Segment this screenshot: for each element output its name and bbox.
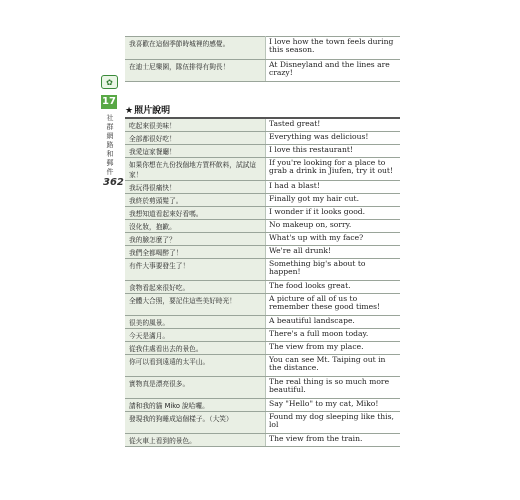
chinese-phrase-cell: 我喜歡在這個季節時城裡的感覺。 <box>125 37 266 60</box>
english-phrase-cell: I had a blast! <box>266 181 401 194</box>
chinese-phrase-cell: 發現我的狗睡成這個樣子。（大笑） <box>125 412 266 434</box>
table-row <box>125 377 400 399</box>
chinese-phrase-cell: 你可以看到遠遠的太平山。 <box>125 355 266 377</box>
chinese-phrase-cell: 我們全都喝醉了！ <box>125 246 266 259</box>
chinese-phrase-cell: 如果你想在九份找個地方買杯飲料，試試這家！ <box>125 158 266 181</box>
chinese-phrase-cell: 從我住處看出去的景色。 <box>125 342 266 355</box>
table-row <box>125 132 400 145</box>
table-row <box>125 412 400 434</box>
chinese-phrase-cell: 全部都很好吃！ <box>125 132 266 145</box>
table-row <box>125 145 400 158</box>
table-row <box>125 118 400 132</box>
table-row <box>125 316 400 329</box>
table-row <box>125 37 400 60</box>
english-phrase-cell: Found my dog sleeping like this, lol <box>266 412 401 434</box>
top-phrase-table <box>125 36 400 82</box>
table-row <box>125 259 400 281</box>
chinese-phrase-cell: 吃起來很美味！ <box>125 118 266 132</box>
table-row <box>125 207 400 220</box>
table-row <box>125 233 400 246</box>
section-title: 照片說明 <box>134 106 171 116</box>
chinese-phrase-cell: 我愛這家餐廳！ <box>125 145 266 158</box>
photo-caption-table <box>125 117 400 447</box>
english-phrase-cell: We're all drunk! <box>266 246 401 259</box>
english-phrase-cell: At Disneyland and the lines are crazy! <box>266 60 401 82</box>
chapter-title: 社群網路和郵件 <box>106 114 114 176</box>
english-phrase-cell: The food looks great. <box>266 281 401 294</box>
table-row <box>125 294 400 316</box>
chinese-phrase-cell: 實物真是漂亮很多。 <box>125 377 266 399</box>
english-phrase-cell: No makeup on, sorry. <box>266 220 401 233</box>
star-icon: ★ <box>125 106 134 116</box>
chinese-phrase-cell: 我想知道看起來好看嗎。 <box>125 207 266 220</box>
chinese-phrase-cell: 請和我的貓 Miko 說哈囉。 <box>125 399 266 412</box>
chinese-phrase-cell: 沒化妝，抱歉。 <box>125 220 266 233</box>
chinese-phrase-cell: 很美的風景。 <box>125 316 266 329</box>
english-phrase-cell: The view from the train. <box>266 434 401 447</box>
chinese-phrase-cell: 我玩得很痛快！ <box>125 181 266 194</box>
table-row <box>125 399 400 412</box>
table-row <box>125 434 400 447</box>
section-heading <box>125 103 170 116</box>
table-row <box>125 355 400 377</box>
table-row <box>125 281 400 294</box>
table-row <box>125 194 400 207</box>
english-phrase-cell: You can see Mt. Taiping out in the distance. <box>266 355 401 377</box>
chinese-phrase-cell: 有件大事要發生了！ <box>125 259 266 281</box>
chinese-phrase-cell: 從火車上看到的景色。 <box>125 434 266 447</box>
english-phrase-cell: A picture of all of us to remember these good times! <box>266 294 401 316</box>
chinese-phrase-cell: 在迪士尼樂園，隊伍排得有夠長！ <box>125 60 266 82</box>
english-phrase-cell: I love this restaurant! <box>266 145 401 158</box>
english-phrase-cell: The view from my place. <box>266 342 401 355</box>
english-phrase-cell: A beautiful landscape. <box>266 316 401 329</box>
english-phrase-cell: Finally got my hair cut. <box>266 194 401 207</box>
table-row <box>125 181 400 194</box>
english-phrase-cell: If you're looking for a place to grab a drink in Jiufen, try it out! <box>266 158 401 181</box>
chinese-phrase-cell: 我的臉怎麼了？ <box>125 233 266 246</box>
english-phrase-cell: I wonder if it looks good. <box>266 207 401 220</box>
table-row <box>125 246 400 259</box>
chinese-phrase-cell: 全體大合照，要記住這些美好時光！ <box>125 294 266 316</box>
chapter-number-badge: 17 <box>102 96 116 107</box>
english-phrase-cell: I love how the town feels during this season. <box>266 37 401 60</box>
table-row <box>125 220 400 233</box>
table-row <box>125 342 400 355</box>
chinese-phrase-cell: 我終於剪頭髮了。 <box>125 194 266 207</box>
page-number: 362 <box>103 177 124 188</box>
chinese-phrase-cell: 今天是滿月。 <box>125 329 266 342</box>
english-phrase-cell: What's up with my face? <box>266 233 401 246</box>
chinese-phrase-cell: 食物看起來很好吃。 <box>125 281 266 294</box>
english-phrase-cell: Something big's about to happen! <box>266 259 401 281</box>
english-phrase-cell: There's a full moon today. <box>266 329 401 342</box>
english-phrase-cell: The real thing is so much more beautiful. <box>266 377 401 399</box>
english-phrase-cell: Tasted great! <box>266 118 401 132</box>
english-phrase-cell: Say "Hello" to my cat, Miko! <box>266 399 401 412</box>
table-row <box>125 329 400 342</box>
table-row <box>125 158 400 181</box>
english-phrase-cell: Everything was delicious! <box>266 132 401 145</box>
leaf-icon: ✿ <box>101 75 118 89</box>
table-row <box>125 60 400 82</box>
